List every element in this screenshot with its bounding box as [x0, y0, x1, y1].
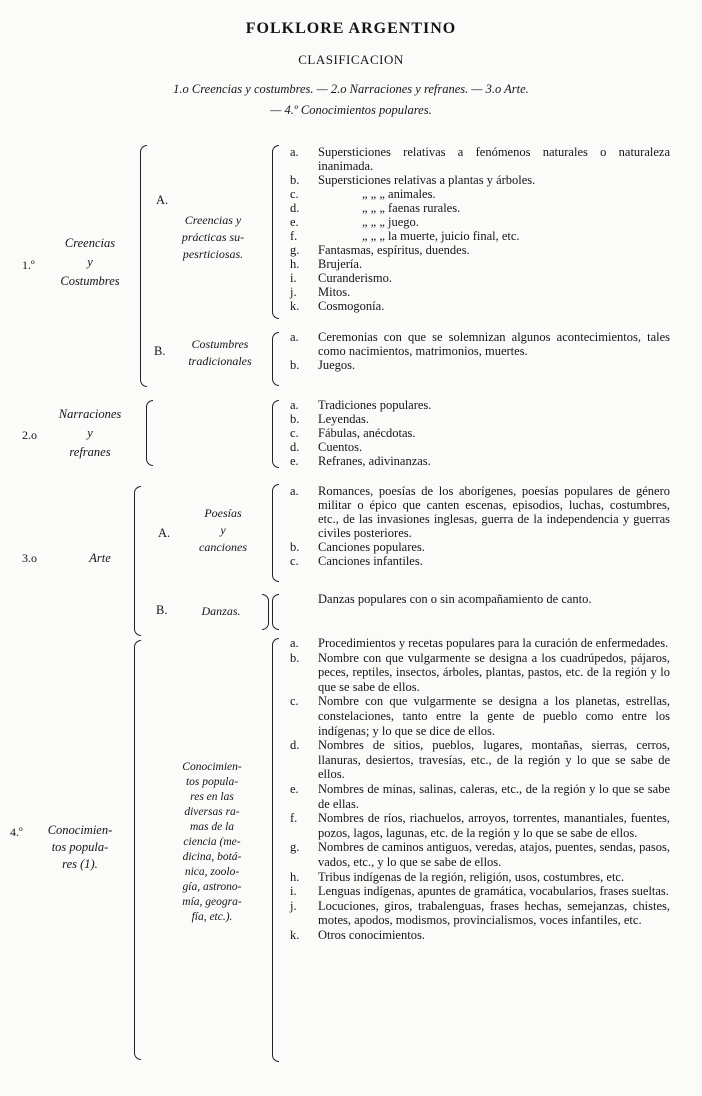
section-3b-items-brace [272, 594, 279, 630]
section-4-brace [134, 640, 141, 1060]
section-2-label: Narraciones y refranes [58, 407, 122, 459]
section-4-items: a. Procedimientos y recetas populares para la curación de enfermedades. b. Nombre con que vulgarmente se designa a los cuadrúpedos, pájaros, peces, reptiles, insectos, árboles, plantas, pastos, etc. de la región y lo que se sabe de ellos. c. Nombre con que vulgarmente se designa a los planetas, estrellas, constelaciones, tanto entre la gente de pueblo como entre los indígenas; y lo que se dice de ellos. d. Nombres de sitios, pueblos, lugares, montañas, sierras, cerros, llanuras, desiertos, travesías, etc., de la región y lo que se sabe de ellos. e. Nombres de minas, salinas, caleras, etc., de la región y lo que se sabe de ellas. f. Nombres de ríos, riachuelos, arroyos, torrentes, manantiales, fuentes, pozos, lagos, lagunas, etc. de la región y lo que se sabe de ellos. g. Nombres de caminos antiguos, veredas, atajos, puentes, sendas, pasos, vados, etc., y lo que se sabe de ellos. h. Tribus indígenas de la región, religión, usos, costumbres, etc. i. Lenguas indígenas, apuntes de gramática, vocabularios, frases sueltas. j. Locuciones, giros, trabalenguas, frases hechas, semejanzas, chistes, motes, apodos, modismos, provincialismos, voces infantiles, etc. k. Otros conocimientos. [290, 636, 671, 942]
section-1a-brace [272, 145, 279, 319]
section-3-label: Arte [89, 551, 111, 565]
section-1-brace [140, 145, 147, 387]
section-4-number: 4.º [10, 825, 23, 839]
section-3a-label: Poesías y canciones [199, 506, 247, 554]
section-2-items-brace [272, 400, 279, 468]
section-4-sub-label: Conocimien- tos popula- res en las diversas ra- mas de la ciencia (me- dicina, botá- nica, zoolo- gía, astrono- mía, geogra- fía, etc.). [182, 761, 242, 923]
intro-line-2: — 4.º Conocimientos populares. [270, 103, 432, 117]
section-1a-label: Creencias y prácticas su- pesrticiosas. [181, 213, 245, 261]
section-3a-items: a. Romances, poesías de los aborígenes, poesías populares de género militar o épico que canten escenas, episodios, luchas, costumbres, etc., de las invasiones inglesas, guerra de la independencia y guerras civiles posteriores. b. Canciones populares. c. Canciones infantiles. [290, 484, 670, 568]
section-3-brace [134, 486, 141, 636]
section-1b-label: Costumbres tradicionales [188, 337, 252, 368]
section-3b-items: Danzas populares con o sin acompañamiento de canto. [318, 592, 592, 606]
section-1b-items: a. Ceremonias con que se solemnizan algunos acontecimientos, tales como nacimientos, matrimonios, muertes. b. Juegos. [290, 330, 670, 372]
section-2-items: a. Tradiciones populares. b. Leyendas. c. Fábulas, anécdotas. d. Cuentos. e. Refranes, adivinanzas. [290, 398, 432, 468]
section-3-number: 3.o [22, 551, 37, 565]
section-1b-letter: B. [154, 344, 166, 358]
page-subtitle: CLASIFICACION [298, 52, 404, 67]
section-1a-items: a. Supersticiones relativas a fenómenos naturales o naturaleza inanimada. b. Supersticiones relativas a plantas y árboles. c. „ „ „ animales. d. „ „ „ faenas rurales. e. „ „ „ juego. f. „ „ „ la muerte, juicio final, etc. g. Fantasmas, espíritus, duendes. h. Brujería. i. Curanderismo. j. Mitos. k. Cosmogonía. [290, 145, 670, 313]
section-3b-brace [262, 594, 269, 630]
section-3a-brace [272, 484, 279, 582]
section-3a-letter: A. [158, 526, 171, 540]
page-title: FOLKLORE ARGENTINO [245, 20, 457, 37]
section-4-label: Conocimien- tos popula- res (1). [47, 823, 113, 871]
section-2-number: 2.o [22, 428, 37, 442]
intro-line-1: 1.o Creencias y costumbres. — 2.o Narraciones y refranes. — 3.o Arte. [173, 82, 529, 96]
section-1-label: Creencias y Costumbres [60, 236, 120, 288]
section-4-items-brace [272, 638, 279, 1062]
section-3b-label: Danzas. [201, 604, 241, 618]
section-2-brace [146, 400, 153, 466]
section-1-number: 1.º [22, 258, 35, 272]
section-3b-letter: B. [156, 603, 168, 617]
section-1a-letter: A. [156, 193, 169, 207]
section-1b-brace [272, 332, 279, 386]
